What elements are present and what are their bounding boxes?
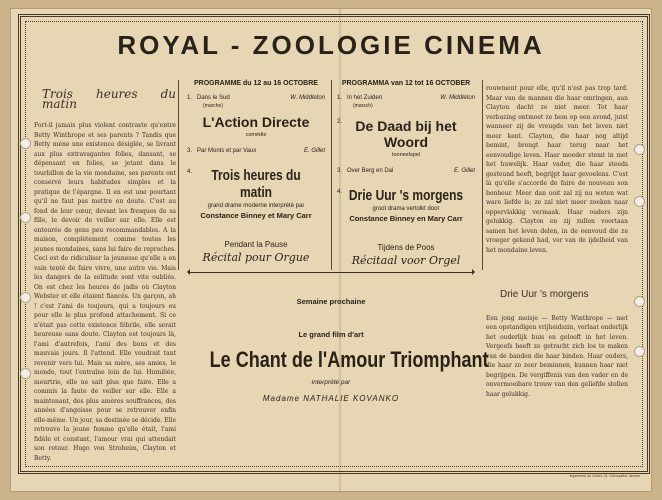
printer-credit: Imprimerie du Centre, M. Ghesquière, Anvers (569, 474, 640, 478)
feature-number: 2. (337, 119, 343, 125)
punch-hole (20, 292, 31, 303)
next-week-section (183, 297, 489, 403)
feature-number: 4. (337, 189, 343, 195)
next-week-by: interprété par (311, 379, 351, 386)
punch-hole (20, 368, 31, 379)
program-item-note: (marsch) (353, 103, 373, 109)
feature-genre: tooneelspel (391, 152, 421, 158)
punch-hole (20, 212, 31, 223)
feature-genre: comédie (245, 132, 267, 138)
section-divider (190, 272, 472, 273)
left-column-body: Fort-il jamais plus violent contraste qu'entre Betty Winthrope et ses parents ? Tandis que Betty mène une existence désiglée, se livrant aux plus extravagantes folies, dansant, se dépensant en folies, se jetant dans le tourbillon de la vie mondaine, ses parents ont conservé leurs habitudes simples et la pratique de l'épargne. Il en est une pourtant qu'il ne faut pas mettre en doute. C'est au fond de leur cœur, devant les fresques de sa fille, le devoir de veiller sur elle. Elle est entourée de gens peu recommandables. A la maison, complètement comme toutes les jeunes mondaines, sans lui faire de reproches. Ceci est de ridiculiser la jeunesse qu'elle a en vain tenté de faire vivre, une autre vie. Mais les dangers de la solitude sont vite oubliés. On est chez les heures de jadis où Clayton Webster et elle étaient fiancés. Un garçon, ah ! c'est l'ami de toujours, qui a toujours eu pour elle le plus profond attachement. Si ce n'était pas cette existence fébrile, elle serait heureuse sans doute. Clayton est toujours là, l'ami d'autrefois, l'ami des bons et des mauvais jours. Il l'attend. Elle voudrait tant revenir vers lui. Mais sa mère, ses amies, le monde, tout l'entraîne loin de lui. Humiliée, meurtrie, elle ne sait plus que faire. Elle a commis la faute de veiller sur elle. Elle a maintenant, des plus amères souffrances, des années d'angoisse pour se retrouver enfin elle-même. Un jour, sa destinée se décide. Elle retrouve la jeune femme qu'elle était, l'ami fidèle et constant, l'amour vrai qui attendait son retour. Hugo von Stroheim, Clayton et Betty. (34, 122, 176, 462)
punch-hole (634, 346, 645, 357)
program-item: 1. Dans le Sud W. Middleton (187, 95, 325, 101)
feature-title: L'Action Directe (202, 114, 310, 130)
program-item: 3. Over Berg en Dal E. Gillet (337, 168, 475, 174)
main-feature-title: Drie Uur 's morgens (348, 187, 464, 204)
punch-hole (634, 296, 645, 307)
left-divider (178, 80, 179, 270)
feature-number: 4. (187, 169, 193, 175)
right-divider (482, 80, 483, 270)
center-divider (331, 80, 332, 270)
left-column-heading: Trois heures du matin (42, 87, 176, 111)
right-column-body-bottom: Een jong meisje — Betty Winthrope — met een opstandigen vrijheidszin, verlaat onderlijk het ouderlijk huis en gelooft in het leven. Vergeefs heeft ze getracht zich los te maken van de banden die haar binden. Haar ouders, die haar zo zeer beminnen, kunnen haar niet begrijpen. De vergiffenis van den vader en de onvermoeibare trouw van den geliefde stellen haar gelukkig. (486, 314, 628, 398)
main-feature-desc: grand drame moderne interprété par (207, 203, 305, 209)
main-feature-desc: groot drama vertolkt door (372, 206, 440, 212)
program-french (183, 80, 329, 264)
program-dutch-heading: PROGRAMMA van 12 tot 16 OCTOBER (341, 80, 471, 87)
program-dutch (333, 80, 479, 267)
next-week-label: Semaine prochaine (296, 297, 366, 306)
intermission-recital: Récital pour Orgue (202, 251, 310, 264)
right-column-body-top: rouwment pour elle, qu'il n'est pas trop tard. Maar van de mannen die haar omringen, aan Clayton dacht ze niet meer. Tot haar verbazing ontmoet ze hem op een avond, juist wanneer zij de vreugde van het leven niet meer kent. Clayton, die haar nog altijd bemint, brengt haar terug naar het eenvoudige leven. Haar moeder stemt in met het huwelijk. Haar vader, die haar steeds gesteund heeft, begrijpt haar gevoelens. C'est là qu'elle s'accorde de faire de nouveau son bonheur. Meer dan ooit zal zij nu weten wat ware liefde is; ze zal niet meer zoeken naar oppervlakkig vermaak. Haar ouders zijn gelukkig. Clayton en zij zullen voortaan samen het leven delen, in de eenvoud die ze vroeger gekend had, ver van de ijdelheid van het mondaine leven. (486, 85, 628, 254)
right-column (486, 84, 628, 404)
intermission-label: Tijdens de Poos (377, 243, 435, 252)
right-column-heading: Drie Uur 's morgens (500, 289, 589, 300)
cinema-title: ROYAL - ZOOLOGIE CINEMA (117, 30, 545, 60)
feature-title: De Daad bij het Woord (355, 118, 457, 150)
program-item: 1. In het Zuiden W. Middleton (337, 95, 475, 101)
punch-hole (20, 138, 31, 149)
main-feature-cast: Constance Binney et Mary Carr (200, 211, 312, 220)
next-week-line: Le grand film d'art (298, 330, 364, 339)
left-column (34, 87, 176, 462)
main-feature-title: Trois heures du matin (211, 167, 301, 201)
main-feature-cast: Constance Binney en Mary Carr (349, 214, 463, 223)
intermission-label: Pendant la Pause (224, 240, 288, 249)
punch-hole (634, 144, 645, 155)
punch-hole (634, 196, 645, 207)
program-item-note: (marche) (203, 103, 224, 109)
program-french-heading: PROGRAMME du 12 au 16 OCTOBRE (194, 80, 318, 87)
intermission-recital: Récitaal voor Orgel (351, 254, 461, 267)
program-item: 3. Par Monts et par Vaux E. Gillet (187, 148, 325, 154)
next-week-actress: Madame NATHALIE KOVANKO (262, 394, 400, 403)
next-week-title: Le Chant de l'Amour Triomphant (209, 347, 489, 372)
